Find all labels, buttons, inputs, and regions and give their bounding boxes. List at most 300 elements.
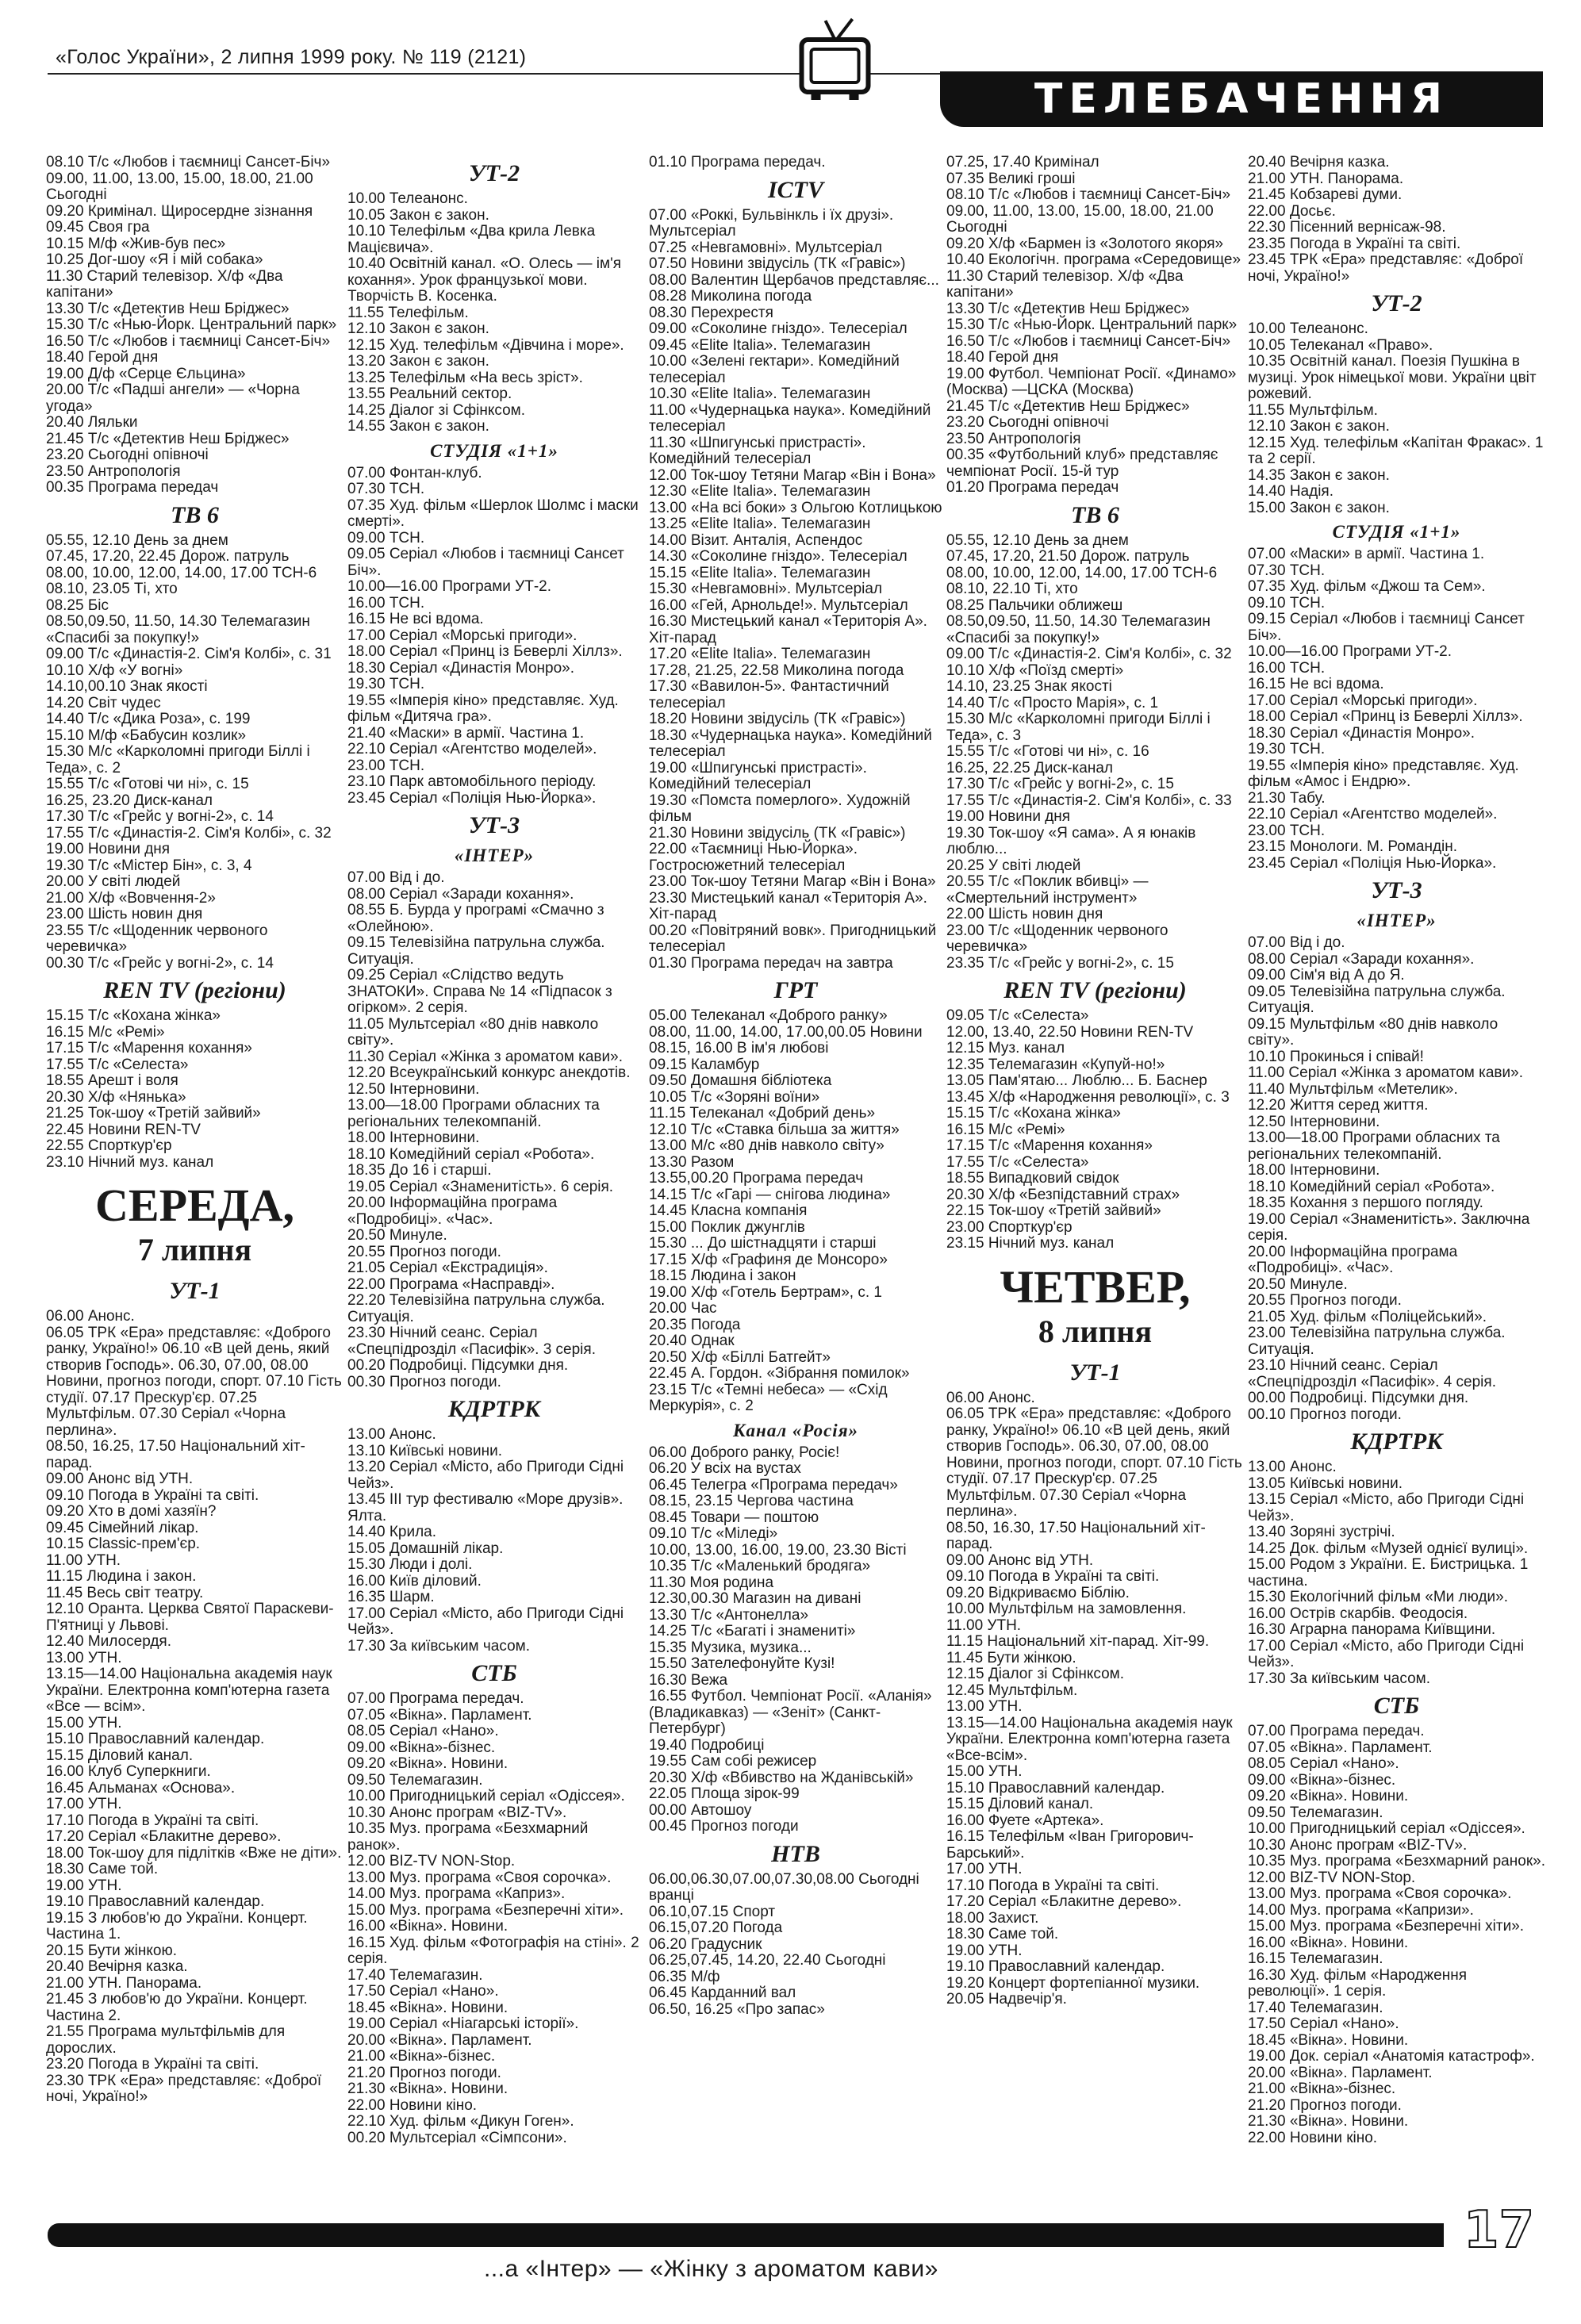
program-listing: 16.25, 23.20 Диск-канал (46, 792, 213, 809)
program-listing: 08.25 Біс (46, 596, 109, 614)
program-listing: 00.20 Мультсеріал «Сімпсони». (347, 2129, 567, 2146)
program-listing: 09.45 «Elite Italia». Телемагазин (649, 336, 871, 354)
program-listing: 15.10 М/ф «Бабусин козлик» (46, 727, 247, 744)
date-heading: 8 липня (1038, 1313, 1153, 1349)
program-listing: 06.45 Карданний вал (649, 1985, 796, 2001)
program-listing: 19.00 Док. серіал «Анатомія катастроф». (1248, 2048, 1535, 2065)
program-listing: 15.00 Закон є закон. (1248, 499, 1390, 516)
program-listing: 19.55 «Імперія кіно» представляє. Худ. фільм «Амос і Ендрю». (1248, 757, 1519, 790)
program-listing: 14.35 Закон є закон. (1248, 466, 1390, 484)
program-listing: 23.50 Антропологія (946, 430, 1081, 447)
program-listing: 05.55, 12.10 День за днем (946, 531, 1129, 549)
program-listing: 08.00, 10.00, 12.00, 14.00, 17.00 ТСН-6 (946, 564, 1218, 581)
program-listing: 10.00 Пригодницький серіал «Одіссея». (347, 1788, 625, 1804)
channel-heading: КДРТРК (1350, 1429, 1443, 1455)
program-listing: 20.40 Вечірня казка. (46, 1958, 188, 1975)
program-listing: 13.05 Київські новини. (1248, 1475, 1403, 1492)
program-listing: 19.30 ТСН. (1248, 741, 1326, 757)
program-listing: 20.25 У світі людей (946, 857, 1081, 874)
program-listing: 18.40 Герой дня (946, 349, 1059, 366)
program-listing: 08.00, 11.00, 14.00, 17.00,00.05 Новини (649, 1023, 923, 1041)
program-listing: 18.30 Саме той. (46, 1861, 159, 1877)
program-listing: 18.10 Комедійний серіал «Робота». (347, 1145, 595, 1163)
program-listing: 23.00 Т/с «Щоденник червоного черевичка» (946, 922, 1168, 955)
program-listing: 20.05 Надвечір'я. (946, 1991, 1067, 2008)
program-listing: 10.40 Освітній канал. «О. Олесь — ім'я кохання». Урок французької мови. Творчість В. Косенка. (347, 255, 622, 305)
program-listing: 16.00 ТСН. (347, 594, 425, 612)
program-listing: 14.00 Муз. програма «Капризи». (1248, 1901, 1474, 1919)
program-listing: 14.40 Т/с «Просто Марія», с. 1 (946, 694, 1159, 711)
program-listing: 23.00 ТСН. (1248, 822, 1326, 839)
program-listing: 10.30 Анонс програм «BIZ-TV». (347, 1804, 567, 1821)
program-listing: 13.00 Муз. програма «Своя сорочка». (1248, 1885, 1512, 1902)
program-listing: 23.00 Ток-шоу Тетяни Магар «Він і Вона» (649, 873, 936, 890)
program-listing: 09.10 Погода в Україні та світі. (46, 1486, 259, 1504)
program-listing: 08.00 Валентин Щербачов представляє... (649, 271, 939, 289)
program-listing: 17.15 Х/ф «Графиня де Монсоро» (649, 1251, 888, 1268)
program-listing: 16.15 Не всі вдома. (347, 611, 484, 627)
program-listing: 08.15, 23.15 Чергова частина (649, 1493, 854, 1509)
program-listing: 07.35 Великі гроші (946, 170, 1076, 187)
program-listing: 15.05 Домашній лікар. (347, 1540, 504, 1557)
program-listing: 16.15 Не всі вдома. (1248, 676, 1384, 692)
program-listing: 16.35 Шарм. (347, 1589, 435, 1605)
program-listing: 17.15 Т/с «Марення кохання» (46, 1040, 252, 1057)
program-listing: 16.25, 22.25 Диск-канал (946, 759, 1113, 777)
program-listing: 20.40 Однак (649, 1333, 735, 1349)
program-listing: 07.05 «Вікна». Парламент. (1248, 1739, 1433, 1756)
program-listing: 09.10 ТСН. (1248, 594, 1326, 612)
program-listing: 20.00 «Вікна». Парламент. (1248, 2064, 1433, 2081)
program-listing: 15.55 Т/с «Готові чи ні», с. 15 (46, 776, 249, 792)
program-listing: 18.00 Захист. (946, 1909, 1039, 1927)
program-listing: 20.35 Погода (649, 1316, 741, 1333)
program-listing: 20.50 Минуле. (347, 1227, 447, 1244)
program-listing: 21.45 З любов'ю до України. Концерт. Частина 2. (46, 1991, 308, 2024)
program-listing: 13.45 Х/ф «Народження революції», с. 3 (946, 1088, 1230, 1106)
program-listing: 10.25 Дог-шоу «Я і мій собака» (46, 251, 263, 268)
program-listing: 11.45 Бути жінкою. (946, 1649, 1076, 1666)
program-listing: 13.00 УТН. (46, 1649, 122, 1666)
program-listing: 14.20 Світ чудес (46, 694, 161, 711)
program-listing: 11.30 Старий телевізор. Х/ф «Два капітани» (946, 267, 1184, 301)
program-listing: 13.30 Т/с «Детектив Неш Бріджес» (46, 300, 290, 317)
program-listing: 12.10 Закон є закон. (347, 320, 489, 337)
program-listing: 17.28, 21.25, 22.58 Миколина погода (649, 662, 904, 679)
program-listing: 08.50, 16.25, 17.50 Національний хіт-парад. (46, 1438, 305, 1471)
program-listing: 09.20 Відкриваємо Біблію. (946, 1584, 1130, 1601)
program-listing: 10.15 М/ф «Жив-був пес» (46, 235, 226, 252)
program-listing: 18.00 Інтерновини. (347, 1129, 480, 1146)
program-listing: 23.00 Спорткур'єр (946, 1218, 1073, 1236)
program-listing: 13.25 «Elite Italia». Телемагазин (649, 516, 871, 532)
program-listing: 08.28 Миколина погода (649, 288, 812, 305)
program-listing: 13.25 Телефільм «На весь зріст». (347, 369, 583, 386)
channel-heading: СТУДІЯ «1+1» (430, 440, 558, 461)
program-listing: 23.30 Нічний сеанс. Серіал «Спецпідрозділ «Пасифік». 3 серія. (347, 1325, 596, 1358)
date-heading: 7 липня (137, 1232, 252, 1267)
program-listing: 12.30 «Elite Italia». Телемагазин (649, 483, 871, 500)
channel-heading: СТБ (471, 1660, 517, 1686)
program-listing: 11.40 Мультфільм «Метелик». (1248, 1080, 1458, 1098)
program-listing: 13.10 Київські новини. (347, 1442, 503, 1459)
program-listing: 19.00 УТН. (46, 1877, 122, 1894)
program-listing: 23.20 Погода в Україні та світі. (46, 2056, 259, 2073)
program-listing: 07.00 Програма передач. (1248, 1723, 1425, 1739)
program-listing: 23.20 Сьогодні опівночі (946, 414, 1109, 431)
program-listing: 16.30 Худ. фільм «Народження революції». 1 серія. (1248, 1966, 1467, 2000)
program-listing: 20.30 Х/ф «Безпідставний страх» (946, 1186, 1180, 1203)
program-listing: 16.15 Телефільм «Іван Григорович-Барський». (946, 1828, 1194, 1862)
program-listing: 13.00—18.00 Програми обласних та регіональних телекомпаній. (347, 1097, 600, 1130)
program-listing: 20.55 Т/с «Поклик вбивці» — «Смертельний інструмент» (946, 873, 1149, 907)
program-listing: 13.00 УТН. (946, 1698, 1023, 1715)
program-listing: 16.00 Київ діловий. (347, 1572, 482, 1590)
program-listing: 19.00 Х/ф «Готель Бертрам», с. 1 (649, 1283, 882, 1301)
program-listing: 19.00 Д/ф «Серце Єльцина» (46, 365, 246, 382)
program-listing: 15.15 Т/с «Кохана жінка» (46, 1007, 221, 1024)
program-listing: 19.30 Т/с «Містер Бін», с. 3, 4 (46, 857, 252, 874)
program-listing: 23.35 Погода в Україні та світі. (1248, 235, 1461, 252)
program-listing: 08.25 Пальчики оближеш (946, 596, 1123, 614)
program-listing: 09.00, 11.00, 13.00, 15.00, 18.00, 21.00 Сьогодні (946, 202, 1214, 236)
program-listing: 18.20 Новини звідусіль (ТК «Гравіс») (649, 711, 906, 727)
channel-heading: «ІНТЕР» (454, 846, 535, 865)
program-listing: 10.35 Т/с «Маленький бродяга» (649, 1558, 871, 1574)
program-listing: 08.50, 16.30, 17.50 Національний хіт-парад. (946, 1519, 1206, 1552)
program-listing: 10.00—16.00 Програми УТ-2. (1248, 643, 1452, 660)
program-listing: 09.25 Серіал «Слідство ведуть ЗНАТОКИ». Справа № 14 «Підпасок з огірком». 2 серія. (347, 967, 612, 1016)
program-listing: 17.00 Серіал «Місто, або Пригоди Сідні Чейз». (347, 1605, 624, 1638)
program-listing: 09.05 Телевізійна патрульна служба. Ситуація. (1248, 983, 1506, 1016)
program-listing: 14.00 Муз. програма «Каприз». (347, 1885, 566, 1902)
program-listing: 13.00 Анонс. (1248, 1459, 1337, 1475)
program-listing: 21.20 Прогноз погоди. (1248, 2096, 1402, 2114)
program-listing: 13.30 Т/с «Детектив Неш Бріджес» (946, 300, 1190, 317)
program-listing: 18.40 Герой дня (46, 349, 159, 366)
program-listing: 23.15 Т/с «Темні небеса» — «Схід Меркурія», с. 2 (649, 1381, 888, 1414)
program-listing: 22.15 Ток-шоу «Третій зайвий» (946, 1202, 1161, 1219)
program-listing: 09.50 Телемагазин. (1248, 1804, 1383, 1821)
program-listing: 19.15 З любов'ю до України. Концерт. Частина 1. (46, 1909, 308, 1942)
program-listing: 20.00 У світі людей (46, 873, 181, 890)
program-listing: 06.20 У всіх на вустах (649, 1460, 801, 1477)
program-listing: 09.20 Х/ф «Бармен із «Золотого якоря» (946, 235, 1224, 252)
program-listing: 00.35 Програма передач (46, 479, 219, 496)
program-listing: 21.00 «Вікна»-бізнес. (347, 2048, 496, 2065)
program-listing: 23.30 ТРК «Ера» представляє: «Доброї ночі, Україно!» (46, 2072, 322, 2105)
program-listing: 08.05 Серіал «Нано». (347, 1723, 499, 1739)
channel-heading: «ІНТЕР» (1357, 911, 1437, 930)
program-listing: 14.45 Класна компанія (649, 1202, 808, 1219)
program-listing: 09.45 Сімейний лікар. (46, 1519, 199, 1536)
program-listing: 21.30 «Вікна». Новини. (1248, 2113, 1409, 2130)
program-listing: 21.00 Х/ф «Вовчення-2» (46, 889, 216, 907)
program-listing: 08.10 Т/с «Любов і таємниці Сансет-Біч» (946, 186, 1231, 203)
program-listing: 10.15 Classic-прем'єр. (46, 1536, 201, 1552)
program-listing: 16.15 Телемагазин. (1248, 1950, 1383, 1967)
program-listing: 16.50 Т/с «Любов і таємниці Сансет-Біч» (946, 332, 1231, 350)
program-listing: 09.10 Т/с «Міледі» (649, 1525, 778, 1542)
program-listing: 14.40 Надія. (1248, 483, 1333, 500)
program-listing: 07.35 Худ. фільм «Шерлок Шолмс і маски смерті». (347, 497, 639, 530)
program-listing: 09.00, 11.00, 13.00, 15.00, 18.00, 21.00 Сьогодні (46, 170, 313, 203)
program-listing: 10.40 Екологічн. програма «Середовище» (946, 251, 1241, 268)
program-listing: 15.30 «Невгамовні». Мультсеріал (649, 581, 883, 597)
program-listing: 19.00 Новини дня (46, 841, 171, 857)
program-listing: 18.35 До 16 і старші. (347, 1162, 492, 1179)
program-listing: 19.30 «Помста померлого». Художній фільм (649, 792, 911, 825)
program-listing: 19.05 Серіал «Знаменитість». 6 серія. (347, 1178, 614, 1195)
program-listing: 20.00 Т/с «Падші ангели» — «Чорна угода» (46, 382, 300, 415)
program-listing: 11.55 Мультфільм. (1248, 401, 1378, 419)
program-listing: 12.20 Всеукраїнський конкурс анекдотів. (347, 1064, 631, 1081)
channel-heading: ТВ 6 (171, 501, 219, 528)
program-listing: 18.55 Арешт і воля (46, 1072, 178, 1089)
channel-heading: НТВ (771, 1840, 820, 1867)
program-listing: 13.05 Пам'ятаю... Люблю... Б. Баснер (946, 1072, 1207, 1089)
program-listing: 14.40 Крила. (347, 1524, 437, 1540)
program-listing: 09.00 ТСН. (347, 529, 425, 546)
program-listing: 12.10 Оранта. Церква Святої Параскеви-П'ятниці у Львові. (46, 1601, 334, 1634)
program-listing: 09.20 Хто в домі хазяїн? (46, 1503, 217, 1520)
program-listing: 21.25 Ток-шоу «Третій зайвий» (46, 1105, 261, 1122)
program-listing: 20.00 Інформаційна програма «Подробиці». «Час». (347, 1195, 558, 1228)
program-listing: 21.40 «Маски» в армії. Частина 1. (347, 724, 585, 742)
program-listing: 07.00 Фонтан-клуб. (347, 464, 482, 481)
program-listing: 11.00 Серіал «Жінка з ароматом кави». (1248, 1064, 1523, 1081)
program-listing: 10.00 Телеанонс. (1248, 320, 1368, 337)
program-listing: 15.00 Родом з України. Е. Бистрицька. 1 частина. (1248, 1556, 1529, 1590)
program-listing: 09.00 Анонс від УТН. (46, 1471, 194, 1487)
program-listing: 09.20 «Вікна». Новини. (1248, 1788, 1409, 1804)
program-listing: 16.00 Фуете «Артека». (946, 1812, 1104, 1829)
program-listing: 15.00 УТН. (46, 1714, 122, 1731)
program-listing: 18.30 «Чудернацька наука». Комедійний телесеріал (649, 727, 932, 760)
schedule-column-5 (1248, 155, 1545, 2146)
program-listing: 01.30 Програма передач на завтра (649, 954, 893, 972)
program-listing: 11.00 УТН. (946, 1616, 1022, 1634)
channel-heading: КДРТРК (447, 1396, 541, 1422)
program-listing: 17.30 «Вавилон-5». Фантастичний телесеріал (649, 678, 889, 711)
program-listing: 12.50 Інтерновини. (1248, 1113, 1380, 1130)
program-listing: 15.15 Діловий канал. (46, 1747, 194, 1764)
channel-heading: ГРТ (773, 977, 818, 1003)
program-listing: 18.45 «Вікна». Новини. (347, 1999, 508, 2016)
program-listing: 15.30 М/с «Карколомні пригоди Біллі і Теда», с. 3 (946, 711, 1211, 744)
program-listing: 21.05 Серіал «Екстрадиція». (347, 1260, 548, 1276)
program-listing: 22.00 Шість новин дня (946, 906, 1103, 922)
program-listing: 00.30 Прогноз погоди. (347, 1373, 501, 1390)
program-listing: 07.00 «Роккі, Бульвінкль і їх друзі». Мультсеріал (649, 206, 894, 240)
program-listing: 12.50 Інтерновини. (347, 1080, 480, 1098)
program-listing: 10.05 Закон є закон. (347, 206, 489, 224)
program-listing: 16.30 Аграрна панорама Київщини. (1248, 1621, 1496, 1638)
program-listing: 14.25 Діалог зі Сфінксом. (347, 401, 525, 419)
program-listing: 17.20 «Elite Italia». Телемагазин (649, 646, 871, 662)
program-listing: 19.30 Ток-шоу «Я сама». А я юнаків люблю... (946, 824, 1196, 857)
channel-heading: REN TV (регіони) (103, 977, 286, 1003)
program-listing: 15.55 Т/с «Готові чи ні», с. 16 (946, 743, 1149, 760)
program-listing: 15.30 Т/с «Нью-Йорк. Центральний парк» (946, 316, 1238, 333)
program-listing: 16.55 Футбол. Чемпіонат Росії. «Аланія» (Владикавказ) — «Зеніт» (Санкт-Петербург) (649, 1688, 932, 1737)
program-listing: 09.00 Т/с «Династія-2. Сім'я Колбі», с. 31 (46, 646, 332, 662)
program-listing: 08.10 Т/с «Любов і таємниці Сансет-Біч» (46, 154, 331, 171)
program-listing: 15.10 Православний календар. (46, 1731, 265, 1747)
program-listing: 15.10 Православний календар. (946, 1779, 1165, 1797)
program-listing: 10.30 «Elite Italia». Телемагазин (649, 385, 871, 402)
program-listing: 12.15 Худ. телефільм «Капітан Фракас». 1 та 2 серії. (1248, 434, 1544, 467)
program-listing: 16.15 М/с «Ремі» (46, 1023, 165, 1041)
program-listing: 22.00 Досьє. (1248, 202, 1336, 220)
program-listing: 13.45 III тур фестивалю «Море друзів». Ялта. (347, 1491, 624, 1524)
program-listing: 19.00 «Шпигунські пристрасті». Комедійний телесеріал (649, 759, 867, 792)
program-listing: 16.30 Мистецький канал «Територія А». Хіт-парад (649, 613, 927, 646)
schedule-column-2 (347, 155, 641, 2146)
day-heading: СЕРЕДА, (95, 1179, 294, 1231)
program-listing: 17.00 Серіал «Місто, або Пригоди Сідні Чейз». (1248, 1637, 1525, 1670)
program-listing: 11.00 «Чудернацька наука». Комедійний телесеріал (649, 401, 931, 435)
program-listing: 22.10 Худ. фільм «Дикун Гоген». (347, 2113, 574, 2130)
program-listing: 17.30 За київським часом. (1248, 1670, 1430, 1687)
program-listing: 22.00 Новини кіно. (347, 2096, 478, 2114)
program-listing: 23.45 Серіал «Поліція Нью-Йорка». (347, 789, 597, 807)
program-listing: 12.00, 13.40, 22.50 Новини REN-TV (946, 1023, 1194, 1041)
program-listing: 12.45 Мультфільм. (946, 1682, 1078, 1699)
program-listing: 17.00 Серіал «Морські пригоди». (347, 627, 578, 644)
program-listing: 19.20 Концерт фортепіанної музики. (946, 1974, 1200, 1992)
program-listing: 00.20 Подробиці. Підсумки дня. (347, 1357, 569, 1374)
program-listing: 06.05 ТРК «Ера» представляє: «Доброго ранку, Україно!» 06.10 «В цей день, який створив Господь». 06.30, 07.00, 08.00 Новини, прогноз погоди, спорт. 07.10 Гість студії. 07.17 Прескур'єр. 07.25 Мультфільм. 07.30 Серіал «Чорна перлина». (46, 1324, 342, 1439)
program-listing: 06.50, 16.25 «Про запас» (649, 2000, 825, 2018)
program-listing: 13.00 М/с «80 днів навколо світу» (649, 1137, 885, 1154)
program-listing: 15.00 Поклик джунглів (649, 1218, 805, 1236)
program-listing: 17.30 Т/с «Грейс у вогні-2», с. 14 (46, 808, 274, 825)
program-listing: 21.00 «Вікна»-бізнес. (1248, 2080, 1396, 2097)
program-listing: 23.10 Нічний муз. канал (46, 1153, 214, 1171)
program-listing: 09.00 Сім'я від А до Я. (1248, 967, 1405, 984)
program-listing: 13.55,00.20 Програма передач (649, 1170, 864, 1187)
program-listing: 10.10 Х/ф «У вогні» (46, 662, 183, 679)
program-listing: 08.30 Перехрестя (649, 304, 773, 321)
program-listing: 20.55 Прогноз погоди. (1248, 1292, 1402, 1309)
program-listing: 17.00 УТН. (46, 1796, 122, 1812)
program-listing: 10.35 Освітній канал. Поезія Пушкіна в музиці. Урок німецької мови. України цвіт рожевий. (1248, 353, 1537, 402)
program-listing: 14.40 Т/с «Дика Роза», с. 199 (46, 711, 251, 727)
program-listing: 06.35 М/ф (649, 1968, 720, 1985)
program-listing: 20.40 Ляльки (46, 414, 138, 431)
program-listing: 20.00 Інформаційна програма «Подробиці». «Час». (1248, 1243, 1458, 1276)
program-listing: 13.15—14.00 Національна академія наук України. Електронна комп'ютерна газета «Все — всім». (46, 1666, 332, 1715)
program-listing: 17.00 УТН. (946, 1861, 1023, 1877)
program-listing: 23.55 Т/с «Щоденник червоного черевичка» (46, 922, 268, 955)
program-listing: 11.55 Телефільм. (347, 304, 469, 321)
channel-heading: УТ-3 (468, 812, 520, 838)
program-listing: 18.45 «Вікна». Новини. (1248, 2031, 1409, 2049)
program-listing: 00.30 Т/с «Грейс у вогні-2», с. 14 (46, 954, 274, 972)
program-listing: 09.15 Серіал «Любов і таємниці Сансет Біч». (1248, 611, 1525, 644)
program-listing: 13.20 Серіал «Місто, або Пригоди Сідні Чейз». (347, 1459, 624, 1492)
program-listing: 17.50 Серіал «Нано». (347, 1983, 499, 2000)
program-listing: 08.05 Серіал «Нано». (1248, 1755, 1399, 1772)
program-listing: 09.15 Мультфільм «80 днів навколо світу». (1248, 1015, 1498, 1049)
program-listing: 06.15,07.20 Погода (649, 1919, 783, 1936)
program-listing: 08.15, 16.00 В ім'я любові (649, 1040, 829, 1057)
schedule-column-4 (946, 155, 1244, 2008)
program-listing: 14.25 Т/с «Багаті і знамениті» (649, 1623, 856, 1639)
program-listing: 18.00 Інтерновини. (1248, 1162, 1380, 1179)
program-listing: 18.15 Людина і закон (649, 1267, 796, 1284)
program-listing: 15.30 ... До шістнадцяти і старші (649, 1235, 877, 1252)
program-listing: 13.00 Анонс. (347, 1426, 436, 1443)
program-listing: 18.30 Серіал «Династія Монро». (347, 659, 575, 677)
program-listing: 22.00 Програма «Насправді». (347, 1275, 555, 1293)
program-listing: 08.45 Товари — поштою (649, 1509, 819, 1526)
program-listing: 17.50 Серіал «Нано». (1248, 2015, 1399, 2032)
program-listing: 09.45 Своя гра (46, 219, 150, 236)
program-listing: 16.00 «Вікна». Новини. (347, 1918, 508, 1935)
program-listing: 19.30 ТСН. (347, 676, 425, 692)
program-listing: 13.40 Зоряні зустрічі. (1248, 1524, 1395, 1540)
channel-heading: СТУДІЯ «1+1» (1332, 522, 1461, 542)
channel-heading: УТ-2 (468, 160, 520, 186)
program-listing: 07.25 «Невгамовні». Мультсеріал (649, 239, 883, 256)
program-listing: 15.35 Музика, музика... (649, 1639, 812, 1656)
program-listing: 16.00 «Вікна». Новини. (1248, 1934, 1409, 1951)
program-listing: 18.30 Серіал «Династія Монро». (1248, 724, 1475, 742)
program-listing: 21.45 Кобзареві думи. (1248, 186, 1403, 203)
masthead: «Голос України», 2 липня 1999 року. № 119 (2121) (56, 46, 527, 68)
program-listing: 13.00 «На всі боки» з Ольгою Котлицькою (649, 499, 942, 516)
program-listing: 14.10,00.10 Знак якості (46, 678, 208, 695)
program-listing: 20.50 Минуле. (1248, 1275, 1348, 1293)
channel-heading: Канал «Росія» (732, 1420, 859, 1440)
program-listing: 10.00—16.00 Програми УТ-2. (347, 578, 552, 595)
program-listing: 15.50 Зателефонуйте Кузі! (649, 1655, 835, 1672)
program-listing: 23.30 Мистецький канал «Територія А». Хіт-парад (649, 889, 927, 922)
channel-heading: УТ-2 (1371, 290, 1422, 316)
program-listing: 23.20 Сьогодні опівночі (46, 447, 209, 463)
program-listing: 07.00 «Маски» в армії. Частина 1. (1248, 546, 1485, 562)
program-listing: 07.45, 17.20, 21.50 Дорож. патруль (946, 548, 1190, 565)
program-listing: 11.15 Телеканал «Добрий день» (649, 1105, 876, 1122)
program-listing: 13.15—14.00 Національна академія наук України. Електронна комп'ютерна газета «Все-всім». (946, 1714, 1233, 1764)
program-listing: 15.30 Люди і долі. (347, 1556, 473, 1573)
program-listing: 21.20 Прогноз погоди. (347, 2064, 501, 2081)
program-listing: 23.45 Серіал «Поліція Нью-Йорка». (1248, 854, 1497, 872)
program-listing: 17.40 Телемагазин. (1248, 1999, 1383, 2016)
program-listing: 15.00 УТН. (946, 1763, 1023, 1780)
program-listing: 23.50 Антропологія (46, 462, 181, 480)
program-listing: 00.20 «Повітряний вовк». Пригодницький телесеріал (649, 922, 937, 955)
section-title: ТЕЛЕБАЧЕННЯ (940, 71, 1543, 127)
program-listing: 19.00 Серіал «Ніагарські історії». (347, 2015, 579, 2032)
program-listing: 18.55 Випадковий свідок (946, 1170, 1119, 1187)
program-listing: 00.00 Подробиці. Підсумки дня. (1248, 1390, 1469, 1406)
program-listing: 06.00 Анонс. (946, 1389, 1035, 1406)
program-listing: 17.30 За київським часом. (347, 1637, 530, 1655)
program-listing: 08.10, 22.10 Ті, хто (946, 581, 1078, 597)
program-listing: 17.55 Т/с «Династія-2. Сім'я Колбі», с. 33 (946, 792, 1232, 809)
program-listing: 21.55 Програма мультфільмів для дорослих. (46, 2023, 286, 2057)
program-listing: 19.40 Подробиці (649, 1736, 765, 1754)
program-listing: 16.00 Клуб Суперкниги. (46, 1763, 211, 1780)
program-listing: 22.00 «Таємниці Нью-Йорка». Гостросюжетний телесеріал (649, 841, 858, 874)
program-listing: 21.30 Новини звідусіль (ТК «Гравіс») (649, 824, 906, 842)
program-listing: 11.05 Мультсеріал «80 днів навколо світу». (347, 1015, 599, 1049)
program-listing: 06.20 Градусник (649, 1935, 762, 1953)
program-listing: 09.00 «Вікна»-бізнес. (347, 1739, 496, 1756)
